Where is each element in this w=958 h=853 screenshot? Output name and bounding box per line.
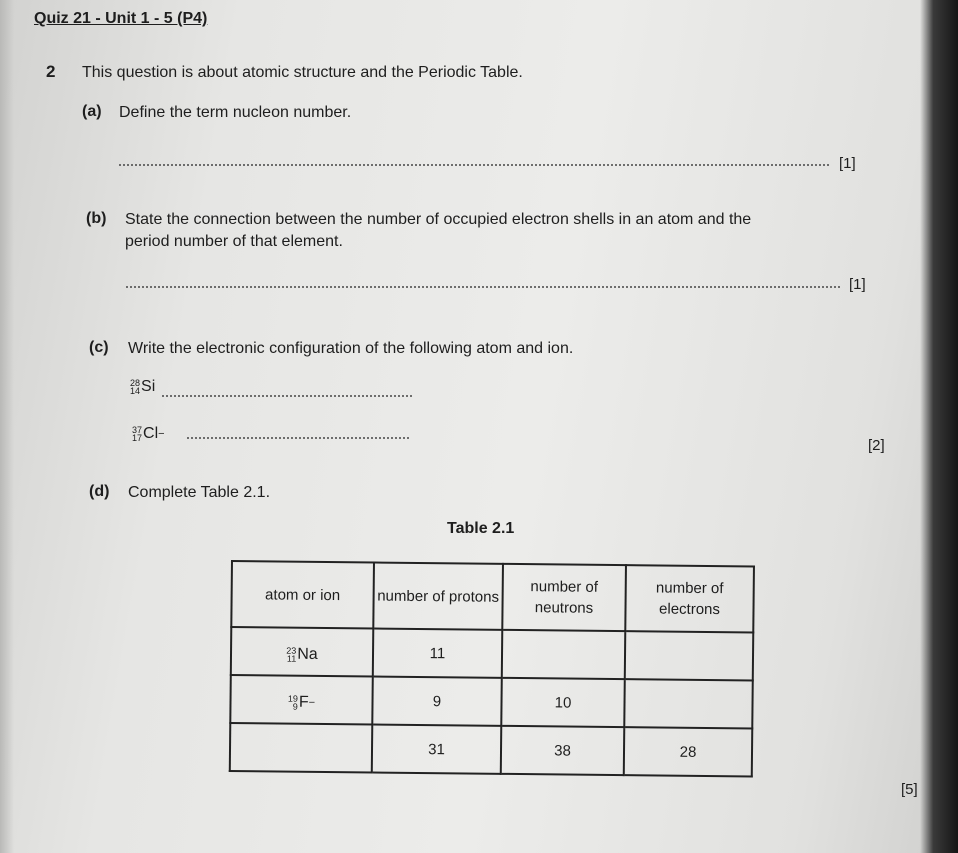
part-a-answer-line[interactable] — [118, 164, 830, 166]
cell-protons: 11 — [373, 628, 502, 677]
sodium-nuclide — [286, 645, 318, 663]
table-header-row — [231, 561, 754, 632]
f-mass-number: 19 — [287, 693, 298, 704]
quiz-title: Quiz 21 - Unit 1 - 5 (P4) — [34, 10, 208, 27]
cell-neutrons: 38 — [501, 726, 624, 775]
part-d-mark: [5] — [901, 781, 918, 798]
table-row — [230, 675, 752, 728]
f-atomic-number: 9 — [292, 701, 298, 712]
header-neutrons: number of neutrons — [502, 564, 626, 631]
part-b-answer-line[interactable] — [125, 286, 840, 288]
chloride-nuclide — [132, 425, 165, 443]
fluoride-nuclide — [288, 693, 315, 711]
part-d-label: (d) — [89, 483, 110, 500]
part-c-label: (c) — [89, 339, 109, 356]
part-c-mark: [2] — [868, 437, 885, 454]
page-shadow-left — [0, 0, 14, 853]
si-mass-number: 28 — [130, 378, 141, 388]
part-a-text: Define the term nucleon number. — [119, 104, 352, 121]
table-caption: Table 2.1 — [447, 520, 515, 537]
cell-electrons[interactable] — [624, 679, 752, 728]
table-row — [231, 627, 753, 680]
cl-atomic-number: 17 — [132, 433, 143, 443]
cl-symbol: Cl — [143, 425, 159, 442]
silicon-nuclide — [130, 378, 155, 396]
na-mass-number: 23 — [286, 645, 297, 656]
question-intro: This question is about atomic structure and the Periodic Table. — [82, 64, 523, 81]
na-symbol: Na — [297, 645, 318, 663]
cl-mass-number: 37 — [132, 425, 143, 435]
table-row — [230, 723, 752, 776]
part-a-mark: [1] — [839, 155, 856, 172]
cell-protons: 31 — [372, 724, 501, 773]
f-charge: − — [308, 696, 316, 709]
cell-neutrons: 10 — [501, 678, 624, 727]
f-symbol: F — [298, 693, 309, 711]
cell-species[interactable] — [230, 723, 372, 772]
cell-species — [230, 675, 372, 724]
cell-electrons[interactable] — [625, 631, 753, 680]
cl-charge: − — [158, 428, 165, 440]
part-b-text-line1: State the connection between the number of occupied electron shells in an atom and the — [125, 211, 752, 228]
part-c-text: Write the electronic configuration of the following atom and ion. — [128, 340, 574, 357]
header-atom-or-ion: atom or ion — [231, 561, 374, 628]
cell-species — [231, 627, 373, 676]
header-protons: number of protons — [373, 562, 503, 629]
atomic-data-table — [229, 560, 755, 777]
part-b-mark: [1] — [849, 276, 866, 293]
si-atomic-number: 14 — [130, 386, 141, 396]
part-d-text: Complete Table 2.1. — [128, 484, 271, 501]
cell-electrons: 28 — [624, 727, 752, 776]
part-b-text-line2: period number of that element. — [125, 233, 343, 250]
cell-protons: 9 — [372, 676, 501, 725]
si-symbol: Si — [141, 378, 156, 395]
si-answer-line[interactable] — [161, 395, 413, 397]
page-edge-right — [920, 0, 958, 853]
part-a-label: (a) — [82, 103, 102, 120]
cell-neutrons[interactable] — [502, 630, 625, 679]
header-electrons: number of electrons — [625, 565, 754, 632]
question-number: 2 — [46, 62, 56, 81]
cl-answer-line[interactable] — [186, 437, 411, 439]
na-atomic-number: 11 — [286, 653, 297, 664]
part-b-label: (b) — [86, 210, 107, 227]
